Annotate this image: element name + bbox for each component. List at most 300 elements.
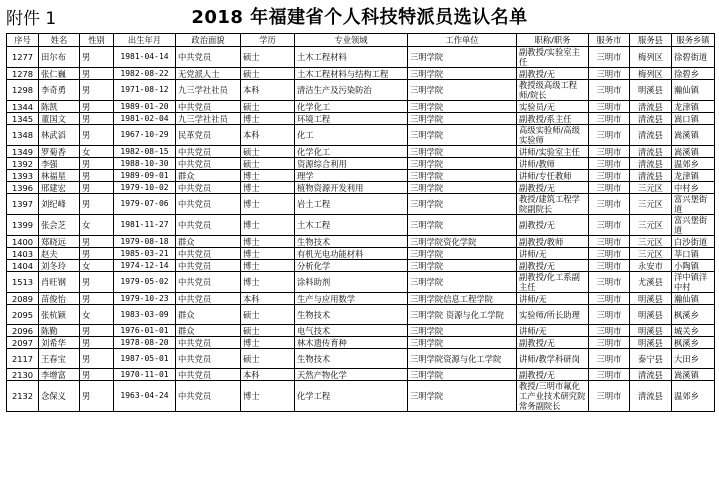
employer-cell: 三明学院 <box>408 215 517 236</box>
service-city-cell: 三明市 <box>589 381 630 412</box>
table-row <box>7 101 715 113</box>
name-cell: 陈凯 <box>39 101 80 113</box>
service-county-cell: 明溪县 <box>630 325 672 337</box>
gender-cell: 女 <box>80 260 114 272</box>
column-header: 学历 <box>241 34 295 47</box>
birth-date-cell: 1971-08-12 <box>114 80 176 101</box>
service-county-cell: 清流县 <box>630 158 672 170</box>
column-header: 政治面貌 <box>176 34 241 47</box>
employer-cell: 三明学院 <box>408 260 517 272</box>
title-position-cell: 副教授/无 <box>517 182 589 194</box>
employer-cell: 三明学院 <box>408 80 517 101</box>
specialty-cell: 生产与应用数学 <box>295 293 408 305</box>
service-county-cell: 清流县 <box>630 369 672 381</box>
title-position-cell: 实验师/所长助理 <box>517 305 589 325</box>
title-position-cell: 副教授/无 <box>517 215 589 236</box>
specialty-cell: 生物技术 <box>295 236 408 248</box>
table-row <box>7 293 715 305</box>
employer-cell: 三明学院信息工程学院 <box>408 293 517 305</box>
employer-cell: 三明学院 <box>408 68 517 80</box>
gender-cell: 男 <box>80 293 114 305</box>
table-row <box>7 158 715 170</box>
name-cell: 李增富 <box>39 369 80 381</box>
service-town-cell: 枫溪乡 <box>672 337 715 349</box>
table-row <box>7 260 715 272</box>
service-county-cell: 清流县 <box>630 170 672 182</box>
gender-cell: 男 <box>80 80 114 101</box>
name-cell: 肖旺钢 <box>39 272 80 293</box>
serial-cell: 1404 <box>7 260 39 272</box>
serial-cell: 1397 <box>7 194 39 215</box>
gender-cell: 男 <box>80 325 114 337</box>
table-header-row <box>7 34 715 47</box>
gender-cell: 男 <box>80 125 114 146</box>
service-town-cell: 白沙街道 <box>672 236 715 248</box>
birth-date-cell: 1963-04-24 <box>114 381 176 412</box>
specialty-cell: 植物资源开发利用 <box>295 182 408 194</box>
gender-cell: 男 <box>80 369 114 381</box>
gender-cell: 男 <box>80 236 114 248</box>
name-cell: 念保义 <box>39 381 80 412</box>
employer-cell: 三明学院 <box>408 170 517 182</box>
gender-cell: 男 <box>80 182 114 194</box>
gender-cell: 男 <box>80 101 114 113</box>
education-cell: 博士 <box>241 248 295 260</box>
education-cell: 博士 <box>241 337 295 349</box>
title-position-cell: 讲师/教师 <box>517 158 589 170</box>
serial-cell: 2097 <box>7 337 39 349</box>
service-city-cell: 三明市 <box>589 215 630 236</box>
table-row <box>7 146 715 158</box>
birth-date-cell: 1983-03-09 <box>114 305 176 325</box>
service-county-cell: 梅列区 <box>630 68 672 80</box>
serial-cell: 1513 <box>7 272 39 293</box>
title-position-cell: 副教授/实验室主任 <box>517 47 589 68</box>
service-county-cell: 清流县 <box>630 125 672 146</box>
gender-cell: 男 <box>80 349 114 369</box>
serial-cell: 1392 <box>7 158 39 170</box>
table-row <box>7 125 715 146</box>
birth-date-cell: 1978-08-20 <box>114 337 176 349</box>
political-status-cell: 中共党员 <box>176 272 241 293</box>
service-town-cell: 嵩口镇 <box>672 113 715 125</box>
service-county-cell: 泰宁县 <box>630 349 672 369</box>
service-county-cell: 三元区 <box>630 236 672 248</box>
education-cell: 博士 <box>241 182 295 194</box>
birth-date-cell: 1981-04-14 <box>114 47 176 68</box>
service-town-cell: 嵩溪镇 <box>672 369 715 381</box>
political-status-cell: 中共党员 <box>176 146 241 158</box>
birth-date-cell: 1979-08-18 <box>114 236 176 248</box>
column-header: 序号 <box>7 34 39 47</box>
gender-cell: 男 <box>80 194 114 215</box>
employer-cell: 三明学院 <box>408 337 517 349</box>
title-position-cell: 实验员/无 <box>517 101 589 113</box>
employer-cell: 三明学院 <box>408 248 517 260</box>
service-city-cell: 三明市 <box>589 305 630 325</box>
serial-cell: 2132 <box>7 381 39 412</box>
serial-cell: 2089 <box>7 293 39 305</box>
service-county-cell: 清流县 <box>630 113 672 125</box>
gender-cell: 男 <box>80 337 114 349</box>
table-row <box>7 381 715 412</box>
table-row <box>7 349 715 369</box>
service-town-cell: 徐碧乡 <box>672 68 715 80</box>
service-town-cell: 枫溪乡 <box>672 305 715 325</box>
service-city-cell: 三明市 <box>589 170 630 182</box>
political-status-cell: 中共党员 <box>176 182 241 194</box>
gender-cell: 男 <box>80 248 114 260</box>
page-title: 2018 年福建省个人科技特派员选认名单 <box>191 7 528 28</box>
political-status-cell: 中共党员 <box>176 215 241 236</box>
service-county-cell: 明溪县 <box>630 305 672 325</box>
column-header: 姓名 <box>39 34 80 47</box>
employer-cell: 三明学院 资源与化工学院 <box>408 305 517 325</box>
name-cell: 林武滔 <box>39 125 80 146</box>
specialty-cell: 土木工程材料与结构工程 <box>295 68 408 80</box>
attachment-label: 附件 1 <box>6 9 57 29</box>
service-town-cell: 小陶镇 <box>672 260 715 272</box>
serial-cell: 1399 <box>7 215 39 236</box>
service-town-cell: 洋中镇洋中村 <box>672 272 715 293</box>
service-town-cell: 城关乡 <box>672 325 715 337</box>
table-row <box>7 194 715 215</box>
service-city-cell: 三明市 <box>589 80 630 101</box>
service-town-cell: 嵩溪镇 <box>672 146 715 158</box>
name-cell: 李强 <box>39 158 80 170</box>
column-header: 工作单位 <box>408 34 517 47</box>
specialty-cell: 生物技术 <box>295 305 408 325</box>
education-cell: 硕士 <box>241 158 295 170</box>
service-town-cell: 龙津镇 <box>672 101 715 113</box>
birth-date-cell: 1979-10-02 <box>114 182 176 194</box>
political-status-cell: 群众 <box>176 325 241 337</box>
table-row <box>7 215 715 236</box>
political-status-cell: 中共党员 <box>176 381 241 412</box>
gender-cell: 男 <box>80 158 114 170</box>
name-cell: 郑晓远 <box>39 236 80 248</box>
employer-cell: 三明学院 <box>408 146 517 158</box>
birth-date-cell: 1982-08-15 <box>114 146 176 158</box>
birth-date-cell: 1974-12-14 <box>114 260 176 272</box>
specialty-cell: 分析化学 <box>295 260 408 272</box>
service-county-cell: 三元区 <box>630 194 672 215</box>
column-header: 专业领域 <box>295 34 408 47</box>
service-city-cell: 三明市 <box>589 182 630 194</box>
political-status-cell: 中共党员 <box>176 101 241 113</box>
service-city-cell: 三明市 <box>589 325 630 337</box>
gender-cell: 男 <box>80 381 114 412</box>
service-town-cell: 瀚仙镇 <box>672 293 715 305</box>
name-cell: 董国文 <box>39 113 80 125</box>
personnel-table <box>6 33 715 412</box>
employer-cell: 三明学院 <box>408 125 517 146</box>
political-status-cell: 中共党员 <box>176 248 241 260</box>
service-city-cell: 三明市 <box>589 68 630 80</box>
name-cell: 王春宝 <box>39 349 80 369</box>
table-row <box>7 236 715 248</box>
serial-cell: 1396 <box>7 182 39 194</box>
education-cell: 博士 <box>241 113 295 125</box>
table-row <box>7 248 715 260</box>
political-status-cell: 中共党员 <box>176 337 241 349</box>
specialty-cell: 林木遗传育种 <box>295 337 408 349</box>
specialty-cell: 有机光电功能材料 <box>295 248 408 260</box>
name-cell: 田尔布 <box>39 47 80 68</box>
political-status-cell: 中共党员 <box>176 349 241 369</box>
name-cell: 陈勤 <box>39 325 80 337</box>
serial-cell: 1348 <box>7 125 39 146</box>
service-city-cell: 三明市 <box>589 369 630 381</box>
name-cell: 赵夫 <box>39 248 80 260</box>
service-city-cell: 三明市 <box>589 146 630 158</box>
employer-cell: 三明学院 <box>408 158 517 170</box>
title-position-cell: 讲师/专任教师 <box>517 170 589 182</box>
service-town-cell: 温郊乡 <box>672 158 715 170</box>
service-town-cell: 徐碧街道 <box>672 47 715 68</box>
birth-date-cell: 1979-07-06 <box>114 194 176 215</box>
employer-cell: 三明学院 <box>408 101 517 113</box>
education-cell: 硕士 <box>241 146 295 158</box>
title-position-cell: 讲师/教学科研岗 <box>517 349 589 369</box>
service-city-cell: 三明市 <box>589 47 630 68</box>
service-county-cell: 三元区 <box>630 182 672 194</box>
service-town-cell: 大田乡 <box>672 349 715 369</box>
name-cell: 林福星 <box>39 170 80 182</box>
specialty-cell: 资源综合利用 <box>295 158 408 170</box>
political-status-cell: 九三学社社员 <box>176 113 241 125</box>
birth-date-cell: 1989-01-20 <box>114 101 176 113</box>
table-row <box>7 47 715 68</box>
title-position-cell: 教授/三明市氟化工产业技术研究院常务副院长 <box>517 381 589 412</box>
birth-date-cell: 1989-09-01 <box>114 170 176 182</box>
title-position-cell: 讲师/无 <box>517 293 589 305</box>
service-city-cell: 三明市 <box>589 125 630 146</box>
serial-cell: 1298 <box>7 80 39 101</box>
title-position-cell: 教授级高级工程师/院长 <box>517 80 589 101</box>
employer-cell: 三明学院 <box>408 194 517 215</box>
service-county-cell: 清流县 <box>630 101 672 113</box>
education-cell: 博士 <box>241 215 295 236</box>
gender-cell: 男 <box>80 68 114 80</box>
service-county-cell: 清流县 <box>630 381 672 412</box>
serial-cell: 2117 <box>7 349 39 369</box>
title-position-cell: 副教授/无 <box>517 260 589 272</box>
specialty-cell: 化学工程 <box>295 381 408 412</box>
education-cell: 博士 <box>241 260 295 272</box>
political-status-cell: 民革党员 <box>176 125 241 146</box>
service-town-cell: 富兴堡街道 <box>672 215 715 236</box>
serial-cell: 1277 <box>7 47 39 68</box>
political-status-cell: 无党派人士 <box>176 68 241 80</box>
education-cell: 硕士 <box>241 47 295 68</box>
birth-date-cell: 1987-05-01 <box>114 349 176 369</box>
political-status-cell: 中共党员 <box>176 194 241 215</box>
specialty-cell: 电气技术 <box>295 325 408 337</box>
title-position-cell: 副教授/无 <box>517 369 589 381</box>
table-row <box>7 182 715 194</box>
specialty-cell: 生物技术 <box>295 349 408 369</box>
table-row <box>7 68 715 80</box>
gender-cell: 女 <box>80 146 114 158</box>
education-cell: 硕士 <box>241 349 295 369</box>
education-cell: 硕士 <box>241 101 295 113</box>
birth-date-cell: 1981-11-27 <box>114 215 176 236</box>
name-cell: 刘冬玲 <box>39 260 80 272</box>
title-position-cell: 教授/建筑工程学院副院长 <box>517 194 589 215</box>
name-cell: 李奇勇 <box>39 80 80 101</box>
service-town-cell: 富兴堡街道 <box>672 194 715 215</box>
education-cell: 博士 <box>241 272 295 293</box>
table-row <box>7 369 715 381</box>
service-county-cell: 永安市 <box>630 260 672 272</box>
employer-cell: 三明学院 <box>408 369 517 381</box>
column-header: 性别 <box>80 34 114 47</box>
service-city-cell: 三明市 <box>589 337 630 349</box>
name-cell: 张会芝 <box>39 215 80 236</box>
gender-cell: 男 <box>80 170 114 182</box>
table-row <box>7 325 715 337</box>
column-header: 职称/职务 <box>517 34 589 47</box>
gender-cell: 男 <box>80 47 114 68</box>
education-cell: 博士 <box>241 236 295 248</box>
service-town-cell: 中村乡 <box>672 182 715 194</box>
title-position-cell: 副教授/化工系副主任 <box>517 272 589 293</box>
service-county-cell: 明溪县 <box>630 293 672 305</box>
service-town-cell: 龙津镇 <box>672 170 715 182</box>
education-cell: 本科 <box>241 125 295 146</box>
title-position-cell: 副教授/无 <box>517 337 589 349</box>
birth-date-cell: 1988-10-30 <box>114 158 176 170</box>
serial-cell: 1349 <box>7 146 39 158</box>
political-status-cell: 中共党员 <box>176 369 241 381</box>
serial-cell: 1400 <box>7 236 39 248</box>
employer-cell: 三明学院 <box>408 381 517 412</box>
service-city-cell: 三明市 <box>589 260 630 272</box>
education-cell: 本科 <box>241 80 295 101</box>
title-position-cell: 高级实验师/高级实验师 <box>517 125 589 146</box>
table-row <box>7 272 715 293</box>
column-header: 服务县 <box>630 34 672 47</box>
employer-cell: 三明学院资化学院 <box>408 236 517 248</box>
service-city-cell: 三明市 <box>589 101 630 113</box>
name-cell: 罗菊香 <box>39 146 80 158</box>
political-status-cell: 中共党员 <box>176 260 241 272</box>
service-city-cell: 三明市 <box>589 113 630 125</box>
employer-cell: 三明学院 <box>408 325 517 337</box>
employer-cell: 三明学院 <box>408 113 517 125</box>
employer-cell: 三明学院 <box>408 182 517 194</box>
service-city-cell: 三明市 <box>589 158 630 170</box>
gender-cell: 女 <box>80 215 114 236</box>
birth-date-cell: 1970-11-01 <box>114 369 176 381</box>
specialty-cell: 环境工程 <box>295 113 408 125</box>
name-cell: 张仁巍 <box>39 68 80 80</box>
service-city-cell: 三明市 <box>589 194 630 215</box>
specialty-cell: 土木工程材料 <box>295 47 408 68</box>
service-county-cell: 三元区 <box>630 215 672 236</box>
political-status-cell: 群众 <box>176 236 241 248</box>
birth-date-cell: 1981-02-04 <box>114 113 176 125</box>
column-header: 出生年月 <box>114 34 176 47</box>
title-position-cell: 讲师/无 <box>517 248 589 260</box>
serial-cell: 2130 <box>7 369 39 381</box>
specialty-cell: 岩土工程 <box>295 194 408 215</box>
specialty-cell: 化学化工 <box>295 101 408 113</box>
title-position-cell: 副教授/无 <box>517 68 589 80</box>
table-row <box>7 80 715 101</box>
service-town-cell: 瀚仙镇 <box>672 80 715 101</box>
column-header: 服务市 <box>589 34 630 47</box>
table-row <box>7 305 715 325</box>
service-town-cell: 温郊乡 <box>672 381 715 412</box>
political-status-cell: 群众 <box>176 305 241 325</box>
specialty-cell: 化工 <box>295 125 408 146</box>
table-row <box>7 113 715 125</box>
service-town-cell: 嵩溪镇 <box>672 125 715 146</box>
birth-date-cell: 1976-01-01 <box>114 325 176 337</box>
education-cell: 硕士 <box>241 305 295 325</box>
political-status-cell: 中共党员 <box>176 47 241 68</box>
specialty-cell: 涂料助剂 <box>295 272 408 293</box>
education-cell: 博士 <box>241 381 295 412</box>
political-status-cell: 中共党员 <box>176 293 241 305</box>
specialty-cell: 清洁生产及污染防治 <box>295 80 408 101</box>
service-county-cell: 清流县 <box>630 146 672 158</box>
education-cell: 硕士 <box>241 68 295 80</box>
birth-date-cell: 1982-08-22 <box>114 68 176 80</box>
serial-cell: 1345 <box>7 113 39 125</box>
service-county-cell: 梅列区 <box>630 47 672 68</box>
title-position-cell: 副教授/教师 <box>517 236 589 248</box>
serial-cell: 1278 <box>7 68 39 80</box>
title-position-cell: 副教授/系主任 <box>517 113 589 125</box>
service-city-cell: 三明市 <box>589 236 630 248</box>
table-row <box>7 170 715 182</box>
serial-cell: 2095 <box>7 305 39 325</box>
serial-cell: 1393 <box>7 170 39 182</box>
specialty-cell: 理学 <box>295 170 408 182</box>
employer-cell: 三明学院 <box>408 47 517 68</box>
service-city-cell: 三明市 <box>589 293 630 305</box>
specialty-cell: 天然产物化学 <box>295 369 408 381</box>
serial-cell: 2096 <box>7 325 39 337</box>
column-header: 服务乡镇 <box>672 34 715 47</box>
service-county-cell: 三元区 <box>630 248 672 260</box>
education-cell: 本科 <box>241 293 295 305</box>
serial-cell: 1403 <box>7 248 39 260</box>
service-city-cell: 三明市 <box>589 248 630 260</box>
employer-cell: 三明学院资源与化工学院 <box>408 349 517 369</box>
birth-date-cell: 1967-10-29 <box>114 125 176 146</box>
service-town-cell: 莘口镇 <box>672 248 715 260</box>
gender-cell: 女 <box>80 305 114 325</box>
service-county-cell: 明溪县 <box>630 80 672 101</box>
birth-date-cell: 1985-03-21 <box>114 248 176 260</box>
employer-cell: 三明学院 <box>408 272 517 293</box>
name-cell: 刘希华 <box>39 337 80 349</box>
education-cell: 硕士 <box>241 325 295 337</box>
name-cell: 苗俊怡 <box>39 293 80 305</box>
birth-date-cell: 1979-10-23 <box>114 293 176 305</box>
gender-cell: 男 <box>80 272 114 293</box>
name-cell: 邢建宏 <box>39 182 80 194</box>
title-position-cell: 讲师/无 <box>517 325 589 337</box>
name-cell: 张杭颖 <box>39 305 80 325</box>
education-cell: 博士 <box>241 194 295 215</box>
specialty-cell: 化学化工 <box>295 146 408 158</box>
service-county-cell: 明溪县 <box>630 337 672 349</box>
